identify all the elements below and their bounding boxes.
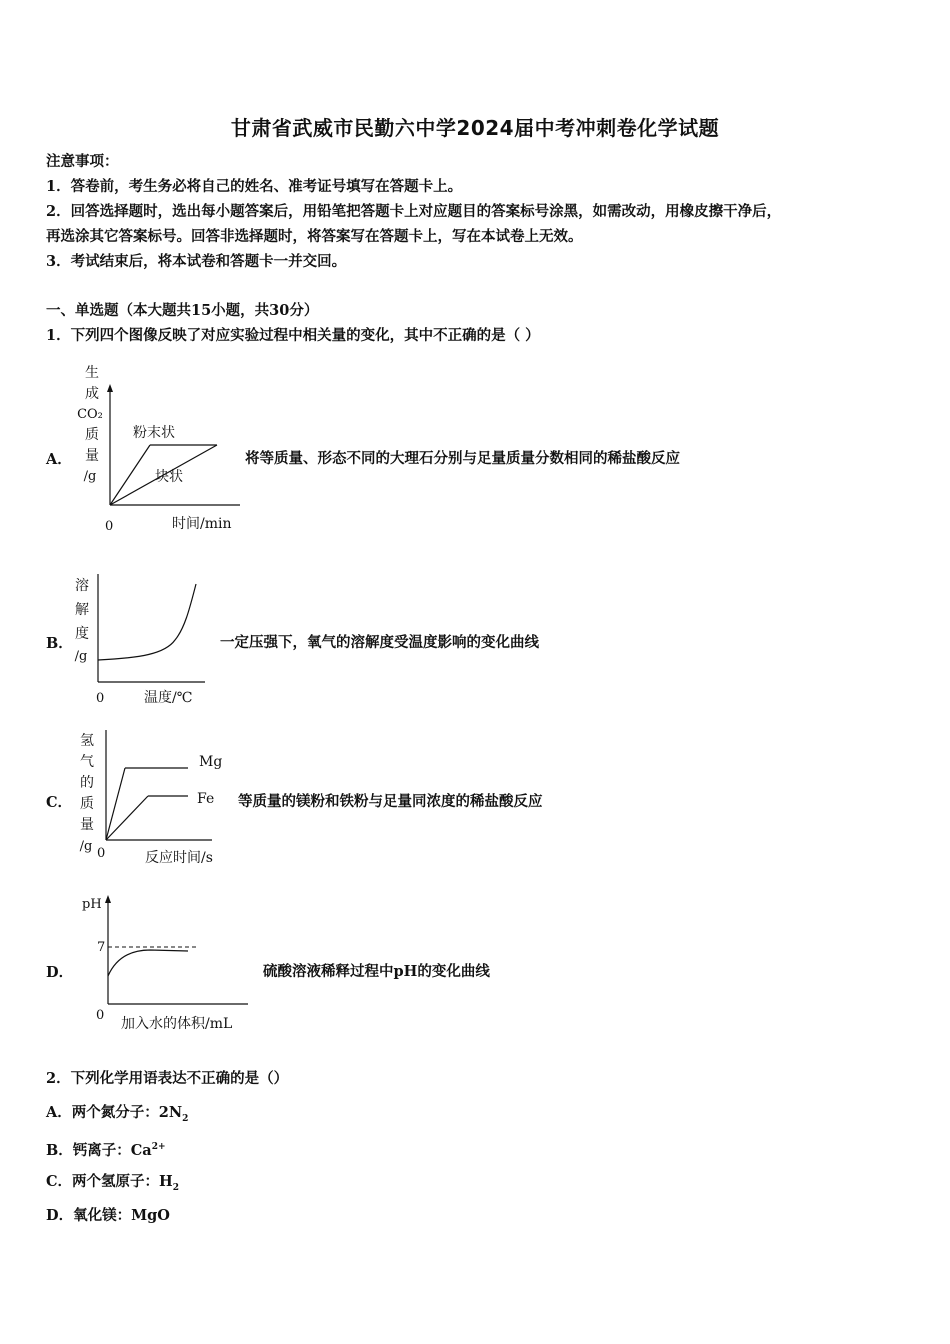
graph-a-ylabel-1: 生 (85, 365, 99, 381)
q2-option-b-formula: Ca (130, 1141, 152, 1159)
question-2-stem: 2．下列化学用语表达不正确的是（） (46, 1070, 289, 1087)
q1-option-d-text: 硫酸溶液稀释过程中pH的变化曲线 (263, 963, 490, 980)
page-title: 甘肃省武威市民勤六中学2024届中考冲刺卷化学试题 (230, 116, 720, 140)
graph-a-label-powder: 粉末状 (133, 425, 175, 441)
q2-option-a-letter: A． (46, 1104, 72, 1121)
graph-a-ylabel-6: /g (83, 469, 97, 484)
graph-d-y-arrow (105, 895, 111, 903)
graph-c-ylabel-4: 质 (80, 796, 94, 812)
q2-option-c-letter: C． (46, 1173, 73, 1190)
q2-option-a-formula: 2N (158, 1104, 183, 1121)
graph-b-origin: 0 (96, 691, 105, 706)
graph-b-ylabel-2: 解 (75, 602, 89, 618)
graph-c-ylabel-2: 气 (80, 754, 94, 770)
q1-option-b-text: 一定压强下，氧气的溶解度受温度影响的变化曲线 (220, 634, 539, 651)
q1-graph-b (70, 572, 220, 712)
q1-option-c-letter: C． (46, 794, 73, 811)
graph-a-ylabel-3: CO₂ (77, 407, 103, 422)
q1-option-c-text: 等质量的镁粉和铁粉与足量同浓度的稀盐酸反应 (238, 793, 543, 810)
q1-option-b-letter: B． (46, 635, 73, 652)
graph-d-curve (108, 950, 188, 976)
graph-a-label-block: 块状 (155, 469, 183, 485)
graph-b-curve (98, 584, 196, 660)
graph-c-xlabel: 反应时间/s (145, 850, 213, 866)
section-heading: 一、单选题（本大题共15小题，共30分） (46, 302, 319, 319)
graph-a-y-arrow (107, 384, 113, 392)
q2-option-a-label: 两个氮分子： (71, 1104, 159, 1121)
graph-b-ylabel-1: 溶 (75, 578, 89, 594)
q1-option-d-letter: D． (46, 964, 74, 981)
notice-item-2b: 再选涂其它答案标号。回答非选择题时，将答案写在答题卡上，写在本试卷上无效。 (46, 228, 583, 245)
q2-option-b-label: 钙离子： (72, 1141, 131, 1159)
graph-a-ylabel-4: 质 (85, 427, 99, 443)
graph-c-ylabel-5: 量 (80, 817, 94, 833)
q1-option-a-text: 将等质量、形态不同的大理石分别与足量质量分数相同的稀盐酸反应 (245, 450, 680, 467)
q2-option-c-label: 两个氢原子： (72, 1173, 160, 1190)
q1-graph-a (70, 360, 260, 540)
graph-a-ylabel-2: 成 (85, 386, 99, 402)
notice-heading: 注意事项： (46, 153, 119, 170)
graph-a-ylabel-5: 量 (85, 448, 99, 464)
graph-d-xlabel: 加入水的体积/mL (121, 1016, 233, 1032)
graph-a-powder-line (110, 445, 150, 505)
q2-option-d-label: 氧化镁： (73, 1207, 132, 1224)
graph-c-ylabel-3: 的 (80, 775, 94, 791)
q1-graph-c (70, 728, 240, 873)
notice-item-2a: 2．回答选择题时，选出每小题答案后，用铅笔把答题卡上对应题目的答案标号涂黑，如需改动，用橡皮擦干净后， (46, 203, 782, 220)
notice-item-1: 1．答卷前，考生务必将自己的姓名、准考证号填写在答题卡上。 (46, 178, 463, 195)
question-1-stem: 1．下列四个图像反映了对应实验过程中相关量的变化，其中不正确的是（ ） (46, 327, 540, 344)
q2-option-a (46, 1103, 906, 1129)
graph-a-xlabel: 时间/min (172, 516, 232, 532)
graph-d-ylabel: pH (82, 897, 102, 912)
q2-option-b-letter: B． (46, 1141, 73, 1159)
graph-a-origin: 0 (105, 519, 114, 534)
graph-c-ylabel-6: /g (79, 839, 93, 854)
q1-graph-d (80, 888, 260, 1036)
graph-d-origin: 0 (96, 1008, 105, 1023)
graph-c-label-mg: Mg (199, 754, 223, 770)
graph-c-ylabel-1: 氢 (80, 733, 94, 749)
graph-b-xlabel: 温度/℃ (144, 690, 193, 706)
q2-option-c-subscript: 2 (172, 1182, 180, 1193)
q1-option-a-letter: A． (46, 451, 72, 468)
graph-c-origin: 0 (97, 846, 106, 861)
q2-option-d-letter: D． (46, 1207, 74, 1224)
q2-option-d-formula: MgO (131, 1207, 170, 1224)
graph-b-ylabel-3: 度 (75, 626, 89, 642)
q2-option-d (46, 1206, 906, 1226)
q2-option-c (46, 1172, 906, 1198)
notice-item-3: 3．考试结束后，将本试卷和答题卡一并交回。 (46, 253, 347, 270)
q2-option-a-subscript: 2 (182, 1113, 189, 1124)
q2-option-b (46, 1137, 906, 1161)
q2-option-b-superscript: 2+ (151, 1142, 166, 1152)
graph-d-tick-7: 7 (97, 940, 106, 955)
graph-b-ylabel-4: /g (74, 649, 88, 664)
graph-c-label-fe: Fe (197, 791, 215, 807)
q2-option-c-formula: H (159, 1173, 173, 1190)
